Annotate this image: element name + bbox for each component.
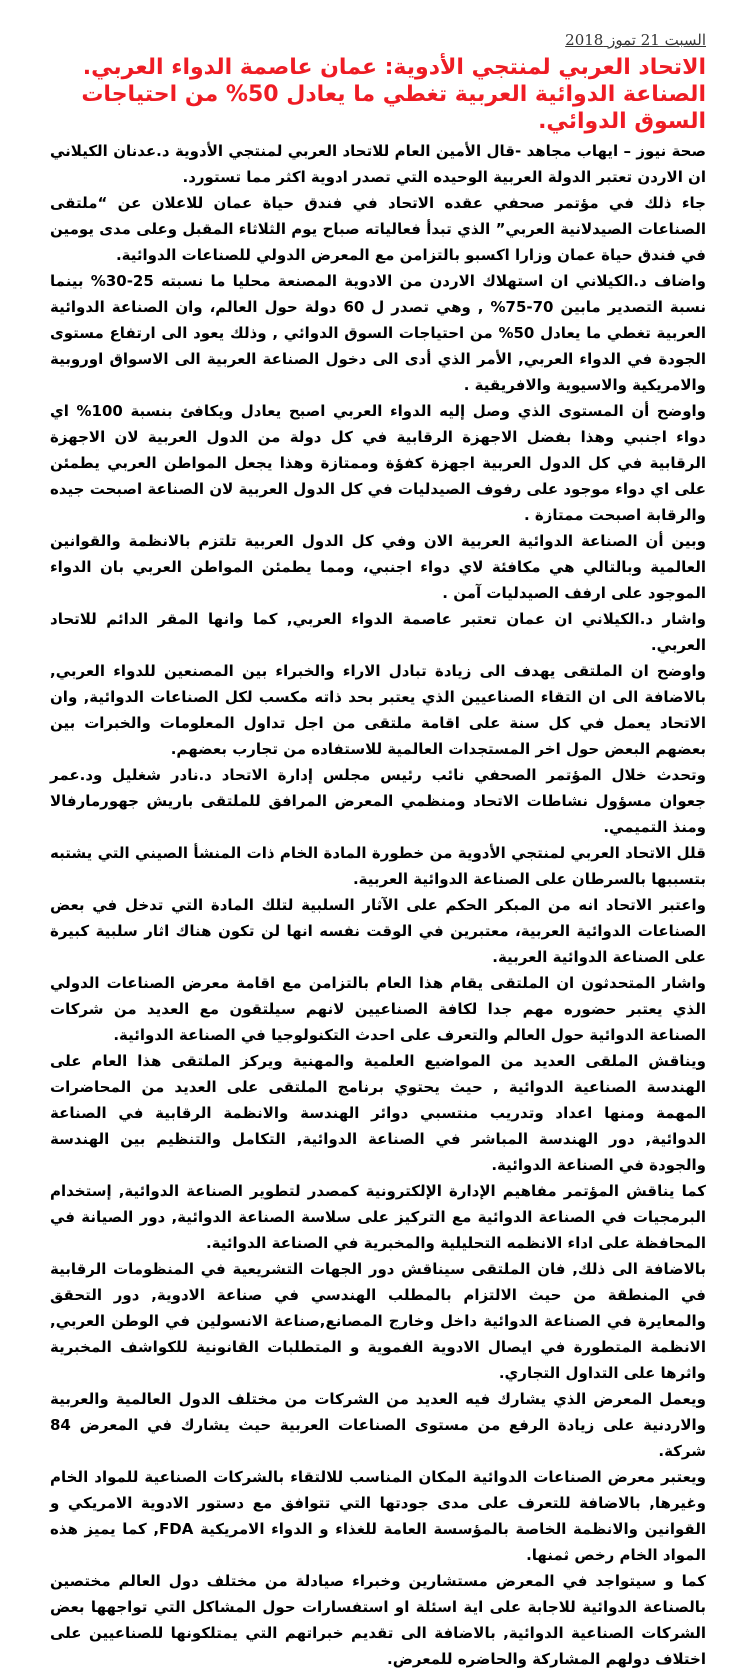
article-paragraph: ويعتبر معرض الصناعات الدوائية المكان المناسب للالتقاء بالشركات الصناعية للمواد الخام وغيرها, بالاضافة للتعرف على مدى جودتها التي تتوافق مع دستور الادوية الامريكي و القوانين والانظمة الخاصة بالمؤسسة العامة للغذاء و الدواء الامريكية FDA, كما يميز هذه المواد الخام رخص ثمنها. bbox=[50, 1468, 706, 1564]
article-paragraph: وبين أن الصناعة الدوائية العربية الان وفي كل الدول العربية تلتزم بالانظمة والقوانين العالمية وبالتالي هي مكافئة لاي دواء اجنبي، ومما يطمئن المواطن العربي بان الدواء الموجود على ارفف الصيدليات آمن . bbox=[50, 532, 706, 602]
article-body bbox=[50, 138, 706, 1672]
article-date: السبت 21 تموز 2018 bbox=[565, 31, 706, 49]
article-paragraph: صحة نيوز – ايهاب مجاهد -قال الأمين العام للاتحاد العربي لمنتجي الأدوية د.عدنان الكيلاني ان الاردن تعتبر الدولة العربية الوحيده التي تصدر ادوية اكثر مما تستورد. bbox=[50, 142, 706, 186]
article-paragraph: جاء ذلك في مؤتمر صحفي عقده الاتحاد في فندق حياة عمان للاعلان عن “ملتقى الصناعات الصيدلانية العربي” الذي تبدأ فعالياته صباح يوم الثلاثاء المقبل وعلى مدى يومين في فندق حياة عمان وزارا اكسبو بالتزامن مع المعرض الدولي للصناعات الدوائية. bbox=[50, 194, 706, 264]
article-paragraph: ويناقش الملقى العديد من المواضيع العلمية والمهنية ويركز الملتقى هذا العام على الهندسة الصناعية الدوائية , حيث يحتوي برنامج الملتقى على العديد من المحاضرات المهمة ومنها اعداد وتدريب منتسبي دوائر الهندسة والانظمة الرقابية في الصناعة الدوائية, دور الهندسة المباشر في الصناعة الدوائية, التكامل والتنظيم بين الهندسة والجودة في الصناعة الدوائية. bbox=[50, 1052, 706, 1174]
article-paragraph: واوضح أن المستوى الذي وصل إليه الدواء العربي اصبح يعادل ويكافئ بنسبة 100% اي دواء اجنبي وهذا بفضل الاجهزة الرقابية في كل دولة من الدول العربية لان الاجهزة الرقابية في كل الدول العربية اجهزة كفؤة وممتازة وهذا يجعل المواطن العربي يطمئن على اي دواء موجود على رفوف الصيدليات في كل الدول العربية لان الصناعة اصبحت جيده والرقابة اصبحت ممتازة . bbox=[50, 402, 707, 524]
article-paragraph: واعتبر الاتحاد انه من المبكر الحكم على الآثار السلبية لتلك المادة التي تدخل في بعض الصناعات الدوائية العربية، معتبرين في الوقت نفسه انها لن تكون هناك اثار سلبية كبيرة على الصناعة الدوائية العربية. bbox=[50, 896, 706, 966]
article-paragraph: كما و سيتواجد في المعرض مستشارين وخبراء صيادلة من مختلف دول العالم مختصين بالصناعة الدوائية للاجابة على اية اسئلة او استفسارات حول المشاكل التي تواجهها بعض الشركات الصناعية الدوائية, بالاضافة الى تقديم خبراتهم التي يمتلكونها للصناعيين على اختلاف دولهم المشاركة والحاضره للمعرض. bbox=[50, 1572, 706, 1668]
headline-line-1: الاتحاد العربي لمنتجي الأدوية: عمان عاصمة الدواء العربي. bbox=[82, 55, 706, 80]
article-paragraph: بالاضافة الى ذلك, فان الملتقى سيناقش دور الجهات التشريعية في المنظومات الرقابية في المنطقة من حيث الالتزام بالمطلب الهندسي في صناعة الادوية, دور التحقق والمعايرة في الصناعة الدوائية داخل وخارج المصانع,صناعة الانسولين في الوطن العربي, الانظمة المتطورة في ايصال الادوية الفموية و المتطلبات القانونية للكواشف المخبرية واثرها على التداول التجاري. bbox=[50, 1260, 706, 1382]
article-paragraph: ويعمل المعرض الذي يشارك فيه العديد من الشركات من مختلف الدول العالمية والعربية والاردنية على زيادة الرفع من مستوى الصناعات العربية حيث يشارك في المعرض 84 شركة. bbox=[50, 1390, 706, 1460]
article-headline bbox=[50, 54, 706, 135]
article-paragraph: واضاف د.الكيلاني ان استهلاك الاردن من الادوية المصنعة محليا ما نسبته 25-30% بينما نسبة التصدير مابين 70-75% , وهي تصدر ل 60 دولة حول العالم، وان الصناعة الدوائية العربية تغطي ما يعادل 50% من احتياجات السوق الدوائي , وذلك يعود الى ارتفاع مستوى الجودة في الدواء العربي, الأمر الذي أدى الى دخول الصناعة العربية الى الاسواق اوروبية والامريكية والاسيوية والافريقية . bbox=[50, 272, 706, 394]
article-paragraph: وتحدث خلال المؤتمر الصحفي نائب رئيس مجلس إدارة الاتحاد د.نادر شغليل ود.عمر جعوان مسؤول نشاطات الاتحاد ومنظمي المعرض المرافق للملتقى باريش جهورمارفالا ومنذ التميمي. bbox=[50, 766, 706, 836]
headline-line-2: الصناعة الدوائية العربية تغطي ما يعادل 50% من احتياجات السوق الدوائي. bbox=[81, 82, 706, 134]
article-paragraph: قلل الاتحاد العربي لمنتجي الأدوية من خطورة المادة الخام ذات المنشأ الصيني التي يشتبه بتسببها بالسرطان على الصناعة الدوائية العربية. bbox=[50, 844, 706, 888]
article-paragraph: واوضح ان الملتقى يهدف الى زيادة تبادل الاراء والخبراء بين المصنعين للدواء العربي, بالاضافة الى ان التقاء الصناعيين الذي يعتبر بحد ذاته مكسب لكل الصناعات الدوائية, وان الاتحاد يعمل في كل سنة على اقامة ملتقى من اجل تداول المعلومات والخبرات بين بعضهم البعض حول اخر المستجدات العالمية للاستفاده من تجارب بعضهم. bbox=[50, 662, 706, 758]
article-paragraph: كما يناقش المؤتمر مفاهيم الإدارة الإلكترونية كمصدر لتطوير الصناعة الدوائية, إستخدام البرمجيات في الصناعة الدوائية مع التركيز على سلاسة الصناعة الدوائية, دور الصيانة في المحافظة على اداء الانظمه التحليلية والمخبرية في الصناعة الدوائية. bbox=[50, 1182, 706, 1252]
article-paragraph: واشار المتحدثون ان الملتقى يقام هذا العام بالتزامن مع اقامة معرض الصناعات الدولي الذي يعتبر حضوره مهم جدا لكافة الصناعيين لانهم سيلتقون مع العديد من شركات الصناعة الدوائية حول العالم والتعرف على احدث التكنولوجيا في الصناعة الدوائية. bbox=[50, 974, 706, 1044]
article-paragraph: واشار د.الكيلاني ان عمان تعتبر عاصمة الدواء العربي, كما وانها المقر الدائم للاتحاد العربي. bbox=[50, 610, 706, 654]
